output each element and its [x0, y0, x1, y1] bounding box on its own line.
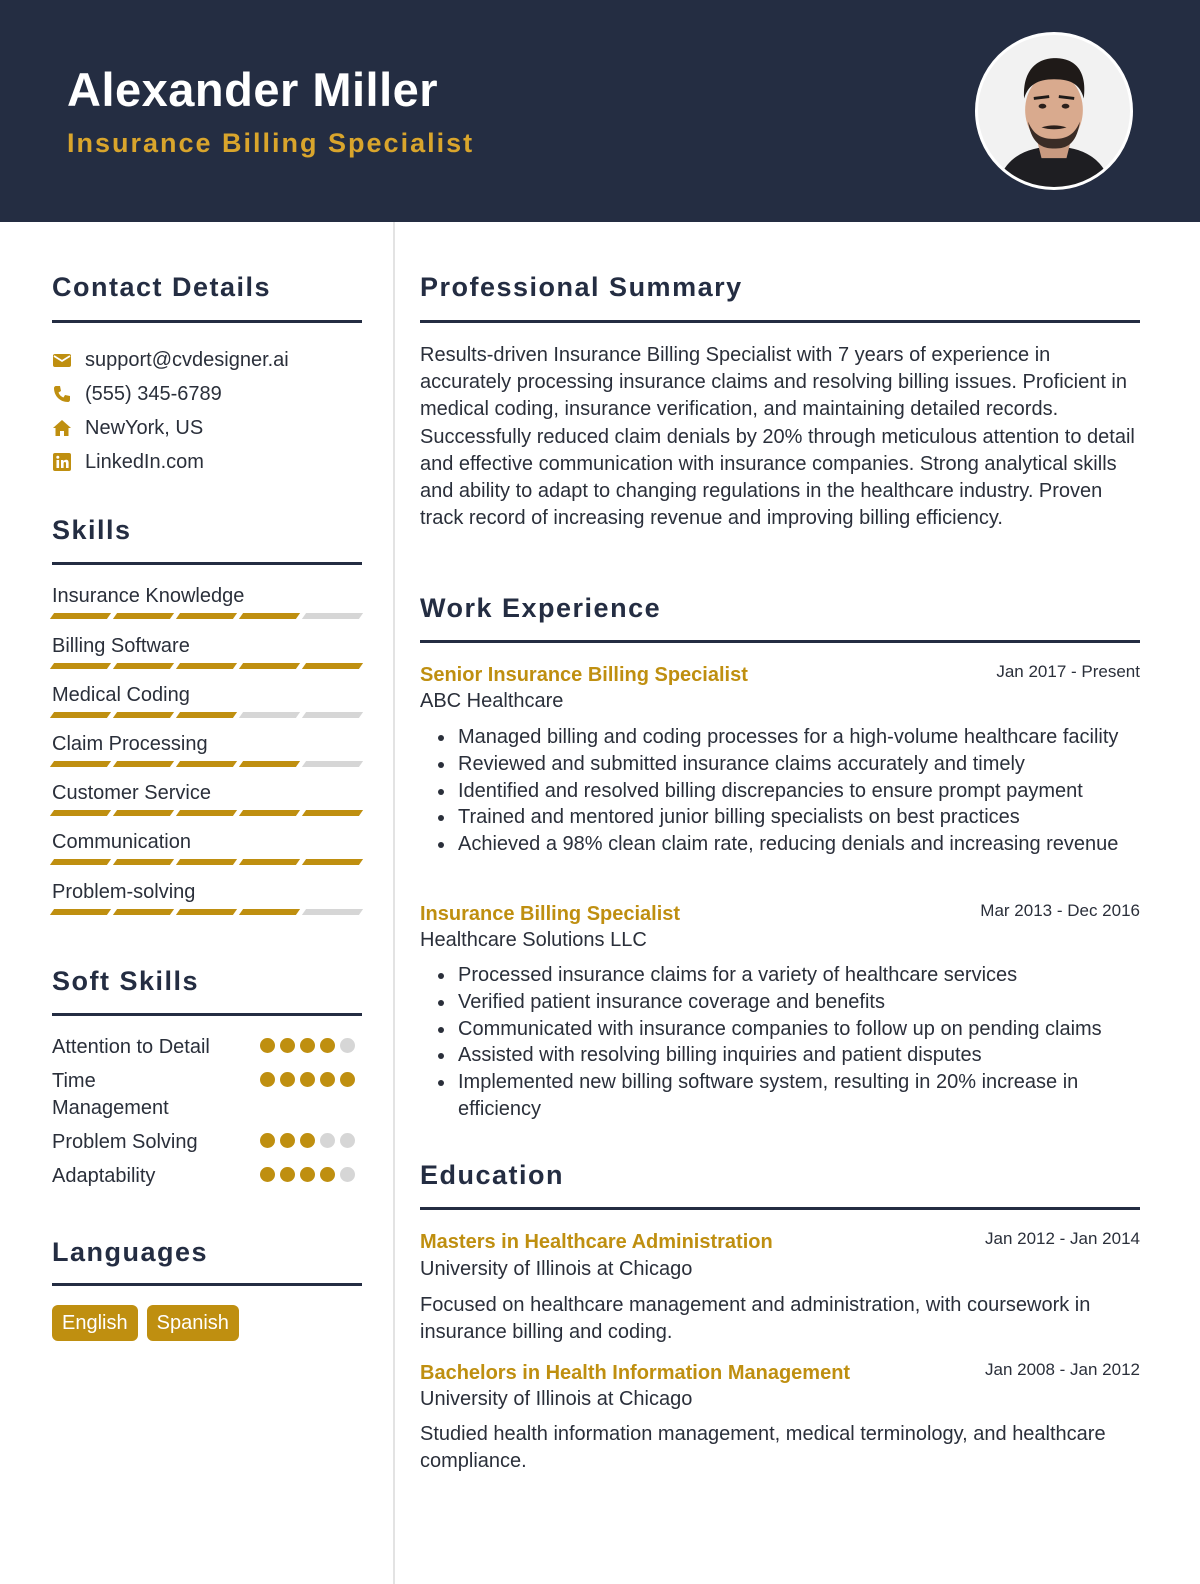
skill-row — [52, 780, 362, 816]
skill-segment — [113, 810, 174, 816]
contact-linkedin-text: LinkedIn.com — [85, 450, 204, 473]
skill-label: Customer Service — [52, 782, 211, 804]
skill-row — [52, 682, 362, 718]
job-bullet: Identified and resolved billing discrepancies to ensure prompt payment — [438, 778, 1138, 805]
languages-rule — [52, 1283, 362, 1286]
skill-row — [52, 879, 362, 915]
soft-skill-rating — [260, 1038, 355, 1053]
skill-segment — [302, 613, 363, 619]
summary-heading: Professional Summary — [420, 272, 743, 302]
rating-dot — [300, 1133, 315, 1148]
envelope-icon — [52, 350, 72, 370]
language-tags — [52, 1305, 239, 1341]
degree-date: Jan 2008 - Jan 2012 — [984, 1360, 1140, 1379]
soft-skill-row — [52, 1163, 362, 1190]
skill-segment — [50, 712, 111, 718]
skill-label: Insurance Knowledge — [52, 585, 245, 607]
job-bullet: Reviewed and submitted insurance claims accurately and timely — [438, 751, 1138, 778]
job-date: Mar 2013 - Dec 2016 — [980, 901, 1140, 920]
job-bullets — [438, 724, 1138, 858]
skill-segment — [239, 712, 300, 718]
experience-heading: Work Experience — [420, 593, 662, 623]
skill-segment — [239, 613, 300, 619]
rating-dot — [280, 1072, 295, 1087]
skill-segment — [239, 810, 300, 816]
skill-level-bar — [52, 859, 362, 865]
contact-location-text: NewYork, US — [85, 416, 204, 439]
skill-label: Medical Coding — [52, 684, 190, 706]
skill-segment — [176, 663, 237, 669]
degree-date: Jan 2012 - Jan 2014 — [984, 1229, 1140, 1248]
skill-segment — [113, 909, 174, 915]
contact-heading: Contact Details — [52, 272, 272, 302]
education-heading: Education — [420, 1160, 565, 1190]
school-name: University of Illinois at Chicago — [420, 1388, 693, 1410]
rating-dot — [320, 1167, 335, 1182]
rating-dot — [260, 1072, 275, 1087]
rating-dot — [260, 1167, 275, 1182]
candidate-name: Alexander Miller — [67, 63, 439, 116]
contact-linkedin[interactable] — [52, 450, 204, 474]
skill-label: Billing Software — [52, 635, 190, 657]
contact-location — [52, 416, 203, 440]
school-name: University of Illinois at Chicago — [420, 1258, 693, 1280]
skill-segment — [302, 712, 363, 718]
skill-segment — [176, 761, 237, 767]
skill-segment — [176, 810, 237, 816]
degree-description: Focused on healthcare management and administration, with coursework in insurance billing and coding. — [420, 1294, 1091, 1343]
profile-photo — [975, 32, 1133, 190]
soft-skill-rating — [260, 1133, 355, 1148]
skill-label: Problem-solving — [52, 881, 196, 903]
contact-rule — [52, 320, 362, 323]
skill-segment — [113, 712, 174, 718]
soft-skills-rule — [52, 1013, 362, 1016]
soft-skill-row — [52, 1034, 362, 1061]
rating-dot — [260, 1038, 275, 1053]
skill-segment — [302, 859, 363, 865]
rating-dot — [300, 1038, 315, 1053]
language-tag: English — [52, 1305, 138, 1341]
degree-description: Studied health information management, medical terminology, and healthcare compliance. — [420, 1423, 1106, 1472]
soft-skill-row — [52, 1129, 362, 1156]
job-bullet: Trained and mentored junior billing specialists on best practices — [438, 804, 1138, 831]
contact-phone-text: (555) 345-6789 — [85, 382, 222, 405]
language-tag: Spanish — [147, 1305, 239, 1341]
linkedin-icon — [52, 452, 72, 472]
skill-segment — [113, 859, 174, 865]
skill-label: Claim Processing — [52, 733, 208, 755]
skill-segment — [50, 613, 111, 619]
soft-skill-rating — [260, 1072, 355, 1087]
job-bullet: Assisted with resolving billing inquiries and patient disputes — [438, 1042, 1138, 1069]
soft-skills-heading: Soft Skills — [52, 966, 200, 996]
job-title: Senior Insurance Billing Specialist — [420, 664, 748, 686]
skill-segment — [302, 663, 363, 669]
skill-segment — [176, 859, 237, 865]
degree-title: Bachelors in Health Information Management — [420, 1362, 851, 1384]
job-bullet: Achieved a 98% clean claim rate, reducing denials and increasing revenue — [438, 831, 1138, 858]
skill-segment — [50, 663, 111, 669]
rating-dot — [260, 1133, 275, 1148]
home-icon — [52, 418, 72, 438]
soft-skill-label: Time Management — [52, 1070, 169, 1119]
job-title: Insurance Billing Specialist — [420, 903, 681, 925]
rating-dot — [320, 1072, 335, 1087]
job-bullet: Processed insurance claims for a variety of healthcare services — [438, 962, 1138, 989]
candidate-title: Insurance Billing Specialist — [67, 128, 475, 158]
education-rule — [420, 1207, 1140, 1210]
rating-dot — [280, 1167, 295, 1182]
job-date: Jan 2017 - Present — [996, 662, 1140, 681]
skill-segment — [239, 761, 300, 767]
skill-segment — [176, 613, 237, 619]
job-company: Healthcare Solutions LLC — [420, 929, 647, 951]
skill-segment — [176, 909, 237, 915]
skill-row — [52, 829, 362, 865]
job-bullet: Implemented new billing software system, resulting in 20% increase in efficiency — [438, 1069, 1138, 1123]
avatar-portrait-icon — [978, 35, 1130, 187]
skill-level-bar — [52, 712, 362, 718]
skill-segment — [302, 761, 363, 767]
rating-dot — [300, 1167, 315, 1182]
job-bullet: Communicated with insurance companies to follow up on pending claims — [438, 1016, 1138, 1043]
rating-dot — [280, 1133, 295, 1148]
skill-segment — [113, 761, 174, 767]
job-bullets — [438, 962, 1138, 1123]
soft-skill-label: Adaptability — [52, 1165, 156, 1187]
skill-segment — [113, 663, 174, 669]
skill-segment — [302, 909, 363, 915]
summary-text: Results-driven Insurance Billing Specialist with 7 years of experience in accurately processing insurance claims and resolving billing issues. Proficient in medical coding, insurance verification, and maintaining detailed records. Successfully reduced claim denials by 20% through meticulous attention to detail and effective communication with insurance companies. Strong analytical skills and ability to adapt to changing regulations in the healthcare industry. Proven track record of increasing revenue and improving billing efficiency. — [420, 344, 1135, 530]
rating-dot — [320, 1038, 335, 1053]
contact-email-text: support@cvdesigner.ai — [85, 348, 289, 371]
skill-segment — [50, 761, 111, 767]
skills-rule — [52, 562, 362, 565]
rating-dot — [320, 1133, 335, 1148]
skill-segment — [239, 909, 300, 915]
header-banner — [0, 0, 1200, 222]
skill-label: Communication — [52, 831, 191, 853]
job-bullet: Managed billing and coding processes for a high-volume healthcare facility — [438, 724, 1138, 751]
rating-dot — [340, 1038, 355, 1053]
languages-heading: Languages — [52, 1237, 209, 1267]
skill-segment — [113, 613, 174, 619]
skill-row — [52, 633, 362, 669]
rating-dot — [300, 1072, 315, 1087]
skill-segment — [176, 712, 237, 718]
skill-segment — [50, 859, 111, 865]
rating-dot — [280, 1038, 295, 1053]
rating-dot — [340, 1133, 355, 1148]
soft-skill-label: Problem Solving — [52, 1131, 198, 1153]
skill-level-bar — [52, 810, 362, 816]
degree-title: Masters in Healthcare Administration — [420, 1231, 773, 1253]
skill-level-bar — [52, 613, 362, 619]
skill-row — [52, 583, 362, 619]
skill-level-bar — [52, 909, 362, 915]
contact-email[interactable] — [52, 348, 289, 372]
skill-level-bar — [52, 663, 362, 669]
job-company: ABC Healthcare — [420, 690, 564, 712]
skill-segment — [239, 859, 300, 865]
summary-rule — [420, 320, 1140, 323]
contact-phone[interactable] — [52, 382, 222, 406]
column-divider — [393, 222, 395, 1584]
experience-rule — [420, 640, 1140, 643]
skill-level-bar — [52, 761, 362, 767]
skill-segment — [50, 909, 111, 915]
skill-segment — [239, 663, 300, 669]
soft-skill-label: Attention to Detail — [52, 1036, 210, 1058]
skill-row — [52, 731, 362, 767]
skills-heading: Skills — [52, 515, 132, 545]
rating-dot — [340, 1167, 355, 1182]
skill-segment — [50, 810, 111, 816]
job-bullet: Verified patient insurance coverage and benefits — [438, 989, 1138, 1016]
soft-skill-rating — [260, 1167, 355, 1182]
soft-skill-row — [52, 1068, 362, 1122]
rating-dot — [340, 1072, 355, 1087]
skill-segment — [302, 810, 363, 816]
phone-icon — [52, 384, 72, 404]
